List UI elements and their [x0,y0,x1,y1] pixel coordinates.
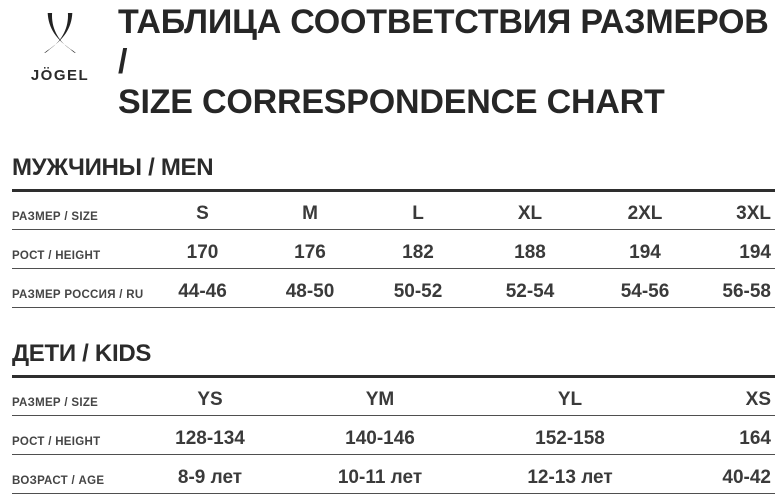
jogel-emblem-icon [38,6,82,64]
table-row [12,455,775,494]
kids-size-table [12,339,775,494]
row-label: РАЗМЕР РОССИЯ / RU [12,289,144,301]
table-row [12,269,775,308]
table-cell: XS [745,389,771,410]
brand-wordmark: JÖGEL [30,67,90,84]
table-cell: 8-9 лет [177,467,243,488]
table-cell: 194 [739,242,771,263]
row-label: РАЗМЕР / SIZE [12,397,99,409]
kids-section-header [12,339,775,378]
table-cell: 50-52 [393,281,443,302]
table-cell: 52-54 [505,281,555,302]
table-cell: 2XL [627,203,663,224]
table-cell: M [302,203,318,224]
table-row [12,230,775,269]
table-cell: 10-11 лет [337,467,423,488]
table-cell: 128-134 [175,428,245,449]
table-cell: 48-50 [285,281,335,302]
table-cell: 44-46 [178,281,227,302]
table-cell: YM [365,389,395,410]
men-size-table [12,153,775,308]
table-cell: 12-13 лет [527,467,613,488]
table-cell: 188 [514,242,546,263]
row-label: ВОЗРАСТ / AGE [12,475,105,487]
row-label: РОСТ / HEIGHT [12,250,101,262]
kids-section-title: ДЕТИ / KIDS [12,340,152,367]
men-section-header [12,153,775,192]
page-title-line2: SIZE CORRESPONDENCE CHART [118,83,665,121]
table-cell: YS [197,389,223,410]
table-cell: 164 [739,428,771,449]
table-row [12,378,775,416]
men-section-title: МУЖЧИНЫ / MEN [12,154,214,181]
table-cell: 182 [402,242,434,263]
kids-table-rows [12,378,775,494]
men-table-rows [12,192,775,308]
table-cell: 54-56 [620,281,670,302]
row-label: РАЗМЕР / SIZE [12,211,99,223]
page-title-line1: ТАБЛИЦА СООТВЕТСТВИЯ РАЗМЕРОВ / [118,3,769,81]
table-cell: XL [517,203,543,224]
table-cell: 3XL [736,203,771,224]
table-cell: 140-146 [345,428,415,449]
row-label: РОСТ / HEIGHT [12,436,101,448]
table-cell: 170 [186,242,219,263]
page-title [118,2,784,122]
table-cell: 152-158 [535,428,605,449]
table-cell: 194 [629,242,661,263]
table-cell: S [196,203,209,224]
table-cell: 56-58 [722,281,771,302]
table-cell: 176 [294,242,326,263]
brand-logo [18,6,102,92]
table-cell: L [412,203,424,224]
table-row [12,192,775,230]
table-cell: YL [557,389,583,410]
table-row [12,416,775,455]
table-cell: 40-42 [722,467,771,488]
